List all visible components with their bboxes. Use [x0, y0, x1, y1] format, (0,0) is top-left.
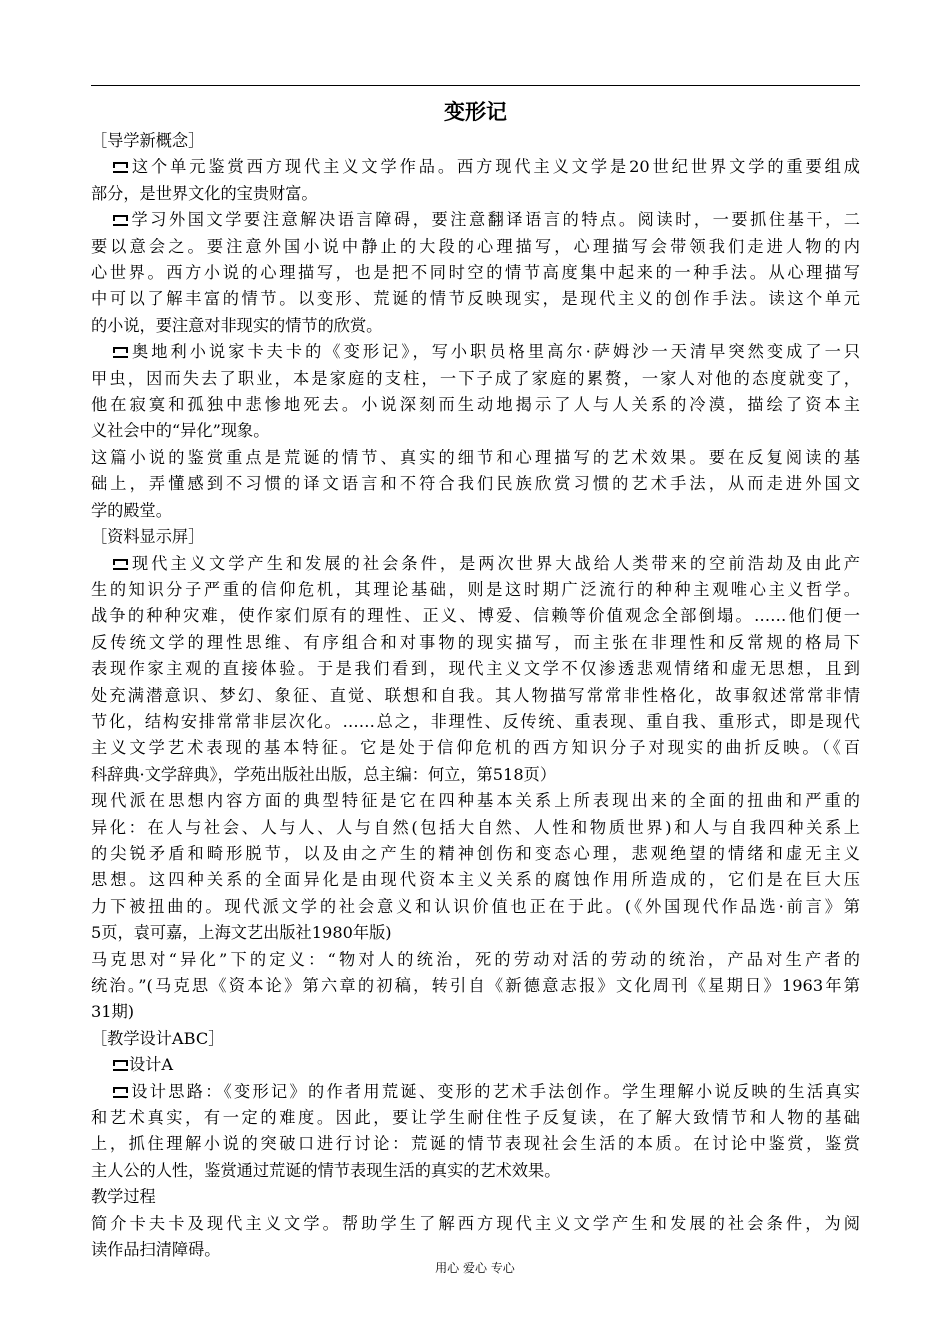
process-heading: 教学过程 — [91, 1187, 156, 1207]
paragraph-marker-icon — [113, 215, 128, 226]
paragraph-line: 读作品扫清障碍。 — [91, 1240, 221, 1260]
paragraph-marker-icon — [113, 347, 128, 358]
paragraph-line: 部分，是世界文化的宝贵财富。 — [91, 183, 318, 203]
paragraph-line: 主人公的人性，鉴赏通过荒诞的情节表现生活的真实的艺术效果。 — [91, 1160, 561, 1180]
paragraph-line: 这个单元鉴赏西方现代主义文学作品。西方现代主义文学是20世纪世界文学的重要组成 — [91, 154, 860, 180]
paragraph-line: 战争的种种灾难，使作家们原有的理性、正义、博爱、信赖等价值观念全部倒塌。……他们便一 — [91, 606, 860, 626]
paragraph-line: 现代派在思想内容方面的典型特征是它在四种基本关系上所表现出来的全面的扭曲和严重的 — [91, 791, 860, 811]
paragraph-line: 学的殿堂。 — [91, 500, 172, 520]
paragraph-line: 5页，袁可嘉，上海文艺出版社1980年版) — [91, 923, 392, 943]
section-heading-design: ［教学设计ABC］ — [91, 1028, 225, 1048]
paragraph-line: 础上，弄懂感到不习惯的译文语言和不符合我们民族欣赏习惯的艺术手法，从而走进外国文 — [91, 474, 860, 494]
paragraph-line: 甲虫，因而失去了职业，本是家庭的支柱，一下子成了家庭的累赘，一家人对他的态度就变了， — [91, 368, 860, 388]
paragraph-line: 心世界。西方小说的心理描写，也是把不同时空的情节高度集中起来的一种手法。从心理描写 — [91, 263, 860, 283]
paragraph-line: 思想。这四种关系的全面异化是由现代资本主义关系的腐蚀作用所造成的，它们是在巨大压 — [91, 870, 860, 890]
paragraph-marker-icon — [113, 1060, 128, 1071]
paragraph-line: 处充满潜意识、梦幻、象征、直觉、联想和自我。其人物描写常常非性格化，故事叙述常常非情 — [91, 685, 860, 705]
paragraph-line: 义社会中的“异化”现象。 — [91, 421, 270, 441]
paragraph-line: 他在寂寞和孤独中悲惨地死去。小说深刻而生动地揭示了人与人关系的冷漠，描绘了资本主 — [91, 395, 860, 415]
paragraph-line: 现代主义文学产生和发展的社会条件，是两次世界大战给人类带来的空前浩劫及由此产 — [91, 551, 860, 577]
paragraph-line: 节化，结构安排常常非层次化。……总之，非理性、反传统、重表现、重自我、重形式，即是现代 — [91, 711, 860, 731]
paragraph-line: 统治。”(马克思《资本论》第六章的初稿，转引自《新德意志报》文化周刊《星期日》1963年第 — [91, 976, 860, 995]
paragraph-line: 设计思路：《变形记》的作者用荒诞、变形的艺术手法创作。学生理解小说反映的生活真实 — [91, 1079, 860, 1105]
paragraph-marker-icon — [113, 559, 128, 570]
paragraph-line: 主义文学艺术表现的基本特征。它是处于信仰危机的西方知识分子对现实的曲折反映。（《百 — [91, 738, 860, 758]
paragraph-line: 中可以了解丰富的情节。以变形、荒诞的情节反映现实，是现代主义的创作手法。读这个单元 — [91, 289, 860, 309]
paragraph-line: 上，抓住理解小说的突破口进行讨论：荒诞的情节表现社会生活的本质。在讨论中鉴赏，鉴赏 — [91, 1134, 860, 1154]
paragraph-line: 生的知识分子严重的信仰危机，其理论基础，则是这时期广泛流行的种种主观唯心主义哲学。 — [91, 579, 860, 599]
document-body — [91, 96, 860, 1263]
paragraph-line: 学习外国文学要注意解决语言障碍，要注意翻译语言的特点。阅读时，一要抓住基干，二 — [91, 207, 860, 233]
paragraph-line: 科辞典·文学辞典》，学苑出版社出版，总主编：何立，第518页） — [91, 764, 557, 784]
paragraph-marker-icon — [113, 1087, 128, 1098]
paragraph-line: 表现作家主观的直接体验。于是我们看到，现代主义文学不仅渗透悲观情绪和虚无思想，且到 — [91, 659, 860, 679]
section-heading-intro: ［导学新概念］ — [91, 131, 205, 150]
paragraph-line: 要以意会之。要注意外国小说中静止的大段的心理描写，心理描写会带领我们走进人物的内 — [91, 236, 860, 256]
paragraph-line: 的尖锐矛盾和畸形脱节，以及由之产生的精神创伤和变态心理，悲观绝望的情绪和虚无主义 — [91, 843, 860, 863]
paragraph-line: 31期) — [91, 1002, 135, 1022]
paragraph-line: 这篇小说的鉴赏重点是荒诞的情节、真实的细节和心理描写的艺术效果。要在反复阅读的基 — [91, 447, 860, 467]
section-heading-materials: ［资料显示屏］ — [91, 527, 205, 547]
document-title: 变形记 — [444, 100, 507, 124]
paragraph-line: 和艺术真实，有一定的难度。因此，要让学生耐住性子反复读，在了解大致情节和人物的基础 — [91, 1108, 860, 1128]
subheading-design-a: 设计A — [91, 1052, 860, 1078]
paragraph-line: 奥地利小说家卡夫卡的《变形记》，写小职员格里高尔·萨姆沙一天清早突然变成了一只 — [91, 339, 860, 365]
paragraph-line: 马克思对“异化”下的定义：“物对人的统治，死的劳动对活的劳动的统治，产品对生产者的 — [91, 949, 860, 969]
paragraph-line: 异化：在人与社会、人与人、人与自然(包括大自然、人性和物质世界)和人与自我四种关系上 — [91, 817, 860, 837]
page-footer: 用心 爱心 专心 — [435, 1261, 515, 1275]
paragraph-line: 反传统文学的理性思维、有序组合和对事物的现实描写，而主张在非理性和反常规的格局下 — [91, 632, 860, 652]
header-rule — [91, 85, 860, 86]
paragraph-line: 力下被扭曲的。现代派文学的社会意义和认识价值也正在于此。(《外国现代作品选·前言》第 — [91, 896, 860, 916]
paragraph-line: 简介卡夫卡及现代主义文学。帮助学生了解西方现代主义文学产生和发展的社会条件，为阅 — [91, 1213, 860, 1233]
paragraph-marker-icon — [113, 162, 128, 173]
paragraph-line: 的小说，要注意对非现实的情节的欣赏。 — [91, 315, 383, 335]
